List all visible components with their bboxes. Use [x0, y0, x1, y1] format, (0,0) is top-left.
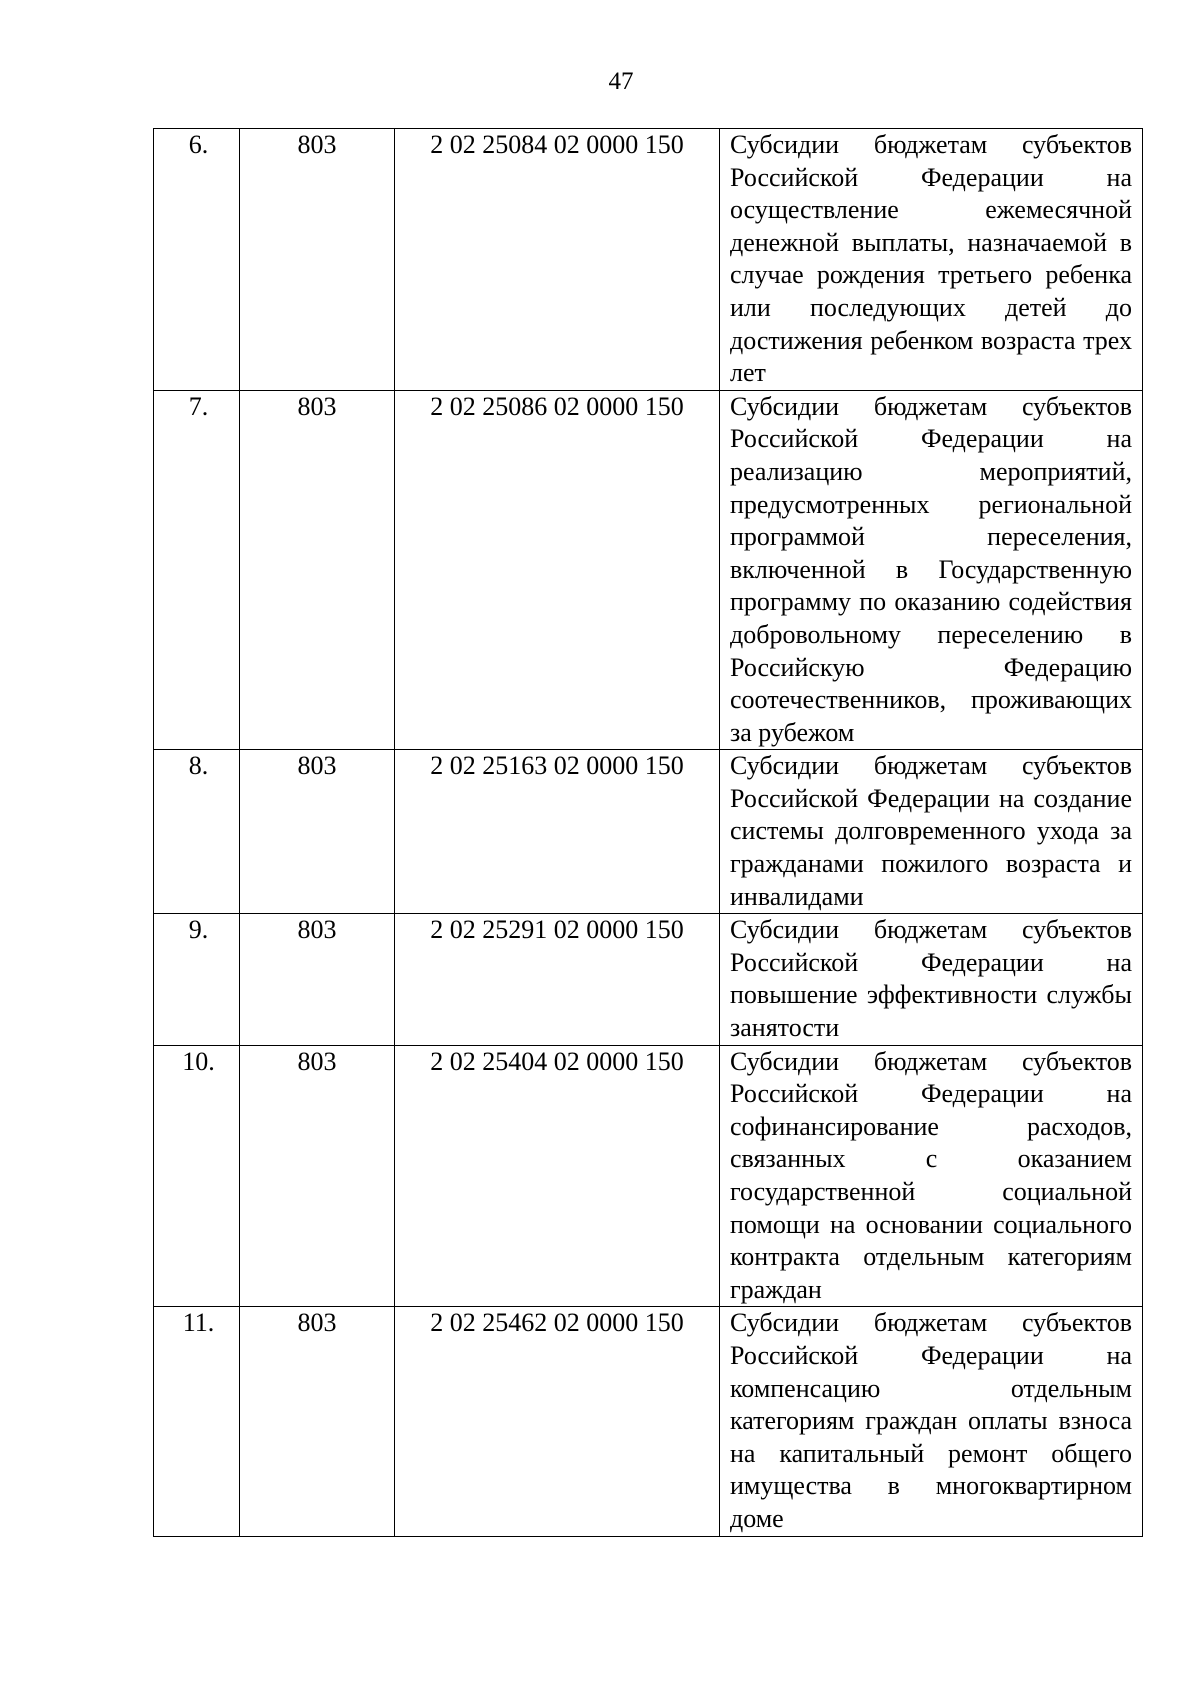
row-number-cell: 10.: [154, 1045, 240, 1307]
revenue-description-cell: Субсидии бюджетам субъектов Российской Федерации на компенсацию отдельным категориям граждан оплаты взноса на капитальный ремонт общего имущества в многоквартирном доме: [720, 1307, 1143, 1536]
administrator-code-cell: 803: [240, 750, 395, 914]
revenue-description-cell: Субсидии бюджетам субъектов Российской Федерации на повышение эффективности службы занятости: [720, 914, 1143, 1045]
row-number-cell: 8.: [154, 750, 240, 914]
administrator-code-cell: 803: [240, 914, 395, 1045]
page-number: 47: [608, 68, 634, 95]
budget-classification-code-cell: 2 02 25404 02 0000 150: [395, 1045, 720, 1307]
budget-revenue-table: [153, 128, 1143, 1537]
administrator-code-cell: 803: [240, 390, 395, 750]
table-row: [154, 129, 1143, 391]
administrator-code-cell: 803: [240, 129, 395, 391]
table-row: [154, 390, 1143, 750]
table-row: [154, 1045, 1143, 1307]
table-row: [154, 1307, 1143, 1536]
table-row: [154, 914, 1143, 1045]
revenue-description-cell: Субсидии бюджетам субъектов Российской Федерации на реализацию мероприятий, предусмотренных региональной программой переселения, включенной в Государственную программу по оказанию содействия добровольному переселению в Российскую Федерацию соотечественников, проживающих за рубежом: [720, 390, 1143, 750]
row-number-cell: 7.: [154, 390, 240, 750]
budget-classification-code-cell: 2 02 25163 02 0000 150: [395, 750, 720, 914]
budget-classification-code-cell: 2 02 25462 02 0000 150: [395, 1307, 720, 1536]
administrator-code-cell: 803: [240, 1307, 395, 1536]
budget-classification-code-cell: 2 02 25291 02 0000 150: [395, 914, 720, 1045]
revenue-description-cell: Субсидии бюджетам субъектов Российской Федерации на софинансирование расходов, связанных с оказанием государственной социальной помощи на основании социального контракта отдельным категориям граждан: [720, 1045, 1143, 1307]
budget-classification-code-cell: 2 02 25086 02 0000 150: [395, 390, 720, 750]
row-number-cell: 9.: [154, 914, 240, 1045]
administrator-code-cell: 803: [240, 1045, 395, 1307]
row-number-cell: 11.: [154, 1307, 240, 1536]
revenue-description-cell: Субсидии бюджетам субъектов Российской Федерации на создание системы долговременного ухода за гражданами пожилого возраста и инвалидами: [720, 750, 1143, 914]
row-number-cell: 6.: [154, 129, 240, 391]
revenue-description-cell: Субсидии бюджетам субъектов Российской Федерации на осуществление ежемесячной денежной выплаты, назначаемой в случае рождения третьего ребенка или последующих детей до достижения ребенком возраста трех лет: [720, 129, 1143, 391]
table-row: [154, 750, 1143, 914]
budget-classification-code-cell: 2 02 25084 02 0000 150: [395, 129, 720, 391]
